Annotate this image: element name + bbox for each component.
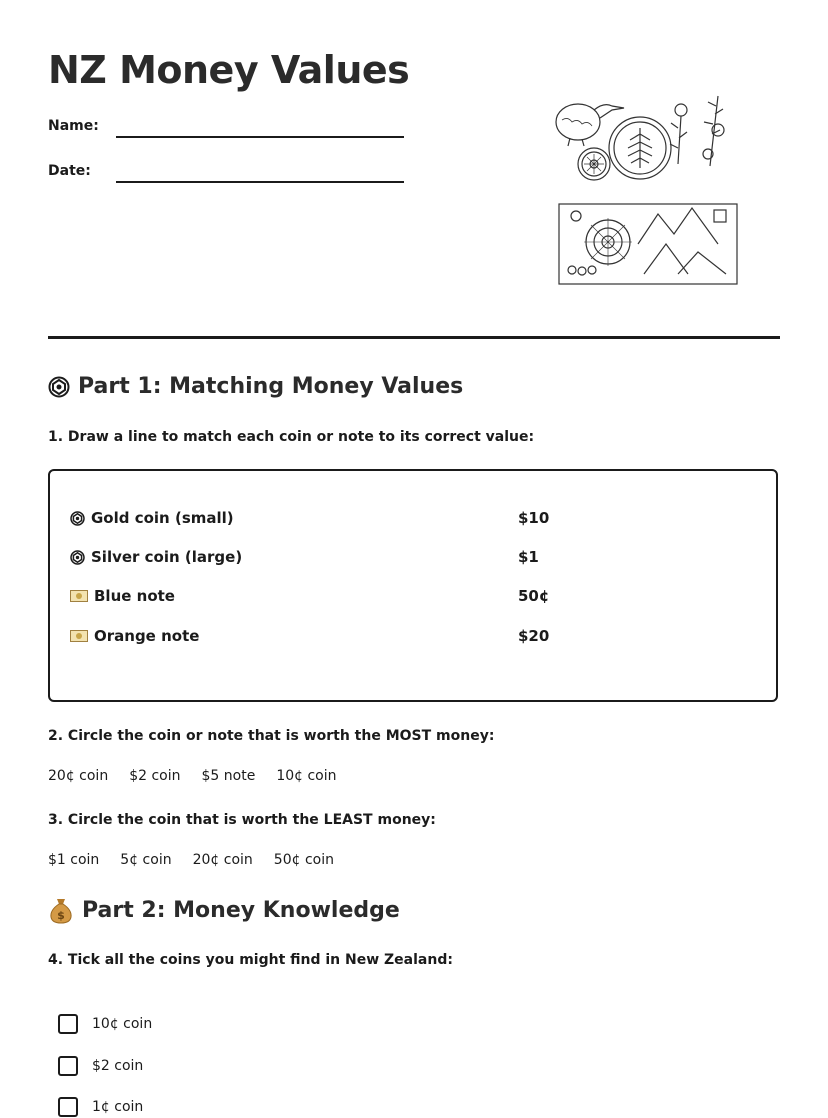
option[interactable]: $5 note — [201, 768, 256, 784]
page-title: NZ Money Values — [48, 48, 410, 92]
match-value[interactable]: 50¢ — [518, 587, 550, 605]
money-bag-icon — [48, 896, 74, 924]
question-1: 1. Draw a line to match each coin or note to its correct value: — [48, 429, 535, 445]
option[interactable]: 50¢ coin — [273, 852, 334, 868]
matching-box — [48, 469, 778, 702]
checkbox[interactable] — [58, 1056, 78, 1076]
coin-fern-icon — [609, 117, 671, 179]
option[interactable]: 5¢ coin — [120, 852, 172, 868]
banknote-icon — [70, 630, 88, 642]
coin-flower-icon — [578, 148, 610, 180]
name-line[interactable] — [116, 136, 404, 138]
coin-icon — [70, 511, 85, 526]
match-item[interactable] — [70, 509, 234, 527]
question-4: 4. Tick all the coins you might find in New Zealand: — [48, 952, 453, 968]
checkbox-item[interactable] — [58, 1056, 143, 1076]
match-item[interactable] — [70, 627, 199, 645]
option[interactable]: 20¢ coin — [192, 852, 253, 868]
match-item[interactable] — [70, 587, 175, 605]
kiwi-icon — [556, 104, 624, 146]
date-field[interactable] — [48, 163, 116, 179]
part1-heading-text: Part 1: Matching Money Values — [78, 374, 464, 399]
option[interactable]: 10¢ coin — [276, 768, 337, 784]
date-line[interactable] — [116, 181, 404, 183]
match-item-label: Blue note — [94, 587, 175, 605]
coin-icon — [48, 376, 70, 398]
svg-text:$: $ — [57, 909, 65, 922]
question-3: 3. Circle the coin that is worth the LEAST money: — [48, 812, 436, 828]
section-divider — [48, 336, 780, 339]
question-3-options — [48, 852, 334, 868]
checkbox-label: 1¢ coin — [92, 1099, 144, 1115]
match-value[interactable]: $20 — [518, 627, 550, 645]
question-2-options — [48, 768, 337, 784]
name-label: Name: — [48, 118, 99, 134]
match-item-label: Orange note — [94, 627, 200, 645]
checkbox[interactable] — [58, 1097, 78, 1117]
money-illustration — [548, 84, 748, 294]
flowers-icon — [670, 96, 724, 166]
question-2: 2. Circle the coin or note that is worth the MOST money: — [48, 728, 495, 744]
checkbox-label: 10¢ coin — [92, 1016, 153, 1032]
match-value[interactable]: $10 — [518, 509, 550, 527]
checkbox[interactable] — [58, 1014, 78, 1034]
match-value[interactable]: $1 — [518, 548, 539, 566]
match-item-label: Silver coin (large) — [91, 548, 243, 566]
part2-heading — [48, 896, 400, 924]
option[interactable]: 20¢ coin — [48, 768, 109, 784]
checkbox-item[interactable] — [58, 1097, 143, 1117]
checkbox-item[interactable] — [58, 1014, 152, 1034]
banknote-icon — [70, 590, 88, 602]
date-label: Date: — [48, 163, 91, 179]
match-item[interactable] — [70, 548, 242, 566]
option[interactable]: $1 coin — [48, 852, 100, 868]
match-item-label: Gold coin (small) — [91, 509, 234, 527]
option[interactable]: $2 coin — [129, 768, 181, 784]
name-field[interactable] — [48, 118, 116, 134]
part2-heading-text: Part 2: Money Knowledge — [82, 897, 400, 923]
coin-icon — [70, 550, 85, 565]
checkbox-label: $2 coin — [92, 1058, 144, 1074]
banknote-mountains-icon — [559, 204, 737, 284]
part1-heading — [48, 374, 463, 399]
